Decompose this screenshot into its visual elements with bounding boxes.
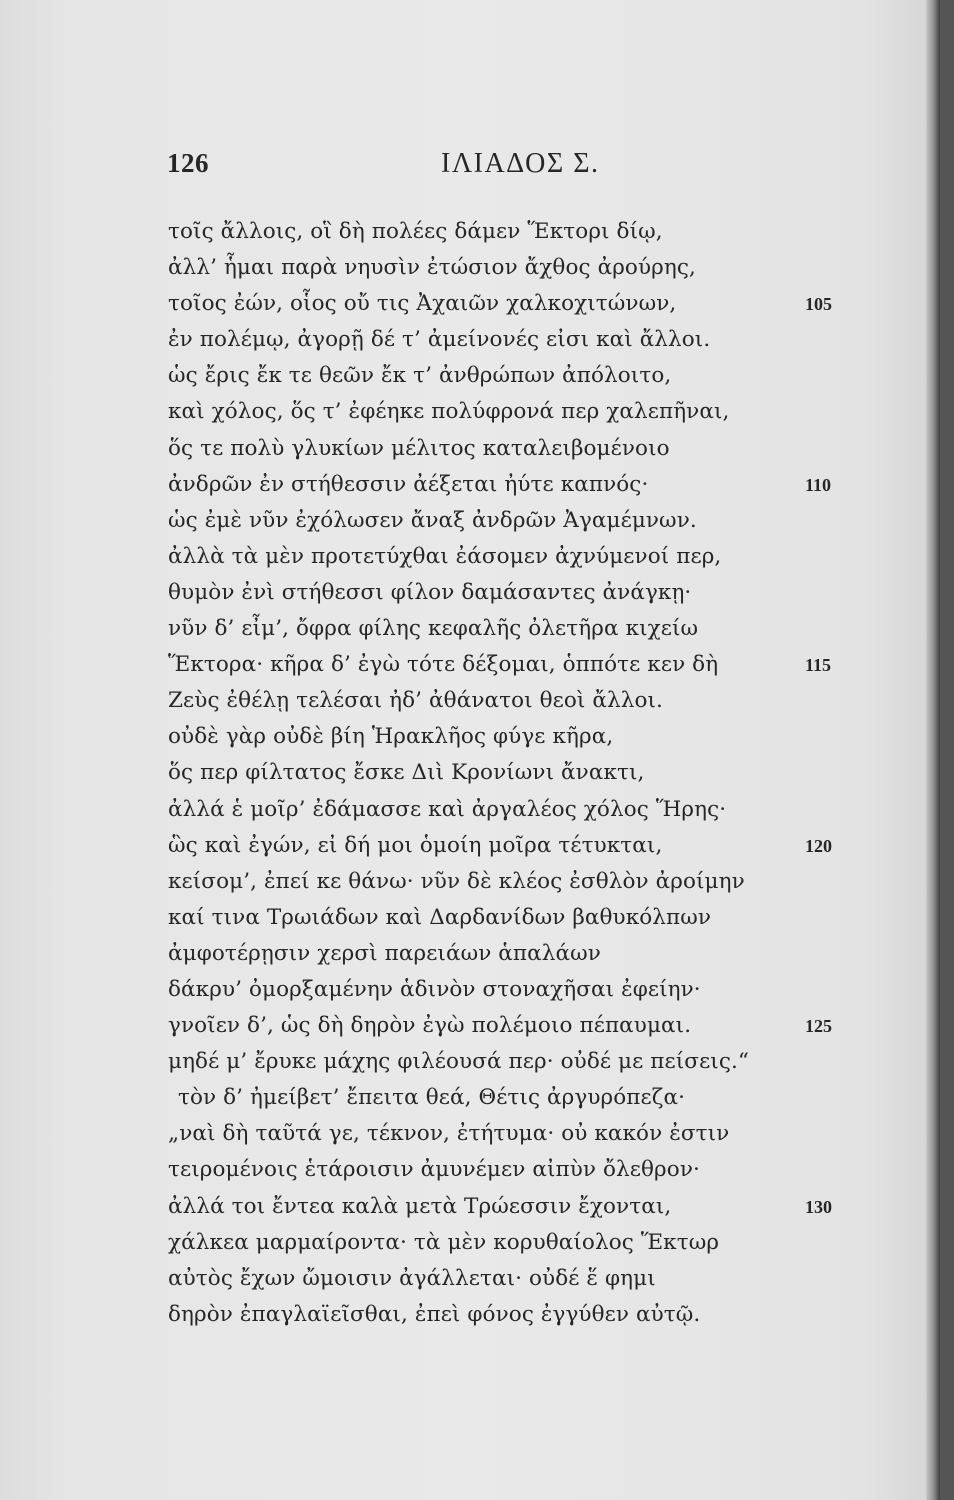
verse-block bbox=[0, 214, 940, 1333]
verse-line bbox=[0, 250, 940, 286]
verse-line bbox=[0, 1080, 940, 1116]
verse-text: „ναὶ δὴ ταῦτά γε, τέκνον, ἐτήτυμα· οὐ κακόν ἐστιν bbox=[168, 1121, 730, 1147]
verse-text: Ἕκτορα· κῆρα δ’ ἐγὼ τότε δέξομαι, ὁππότε κεν δὴ bbox=[168, 652, 719, 678]
verse-text: οὐδὲ γὰρ οὐδὲ βίη Ἡρακλῆος φύγε κῆρα, bbox=[168, 724, 614, 750]
verse-line bbox=[0, 1008, 940, 1044]
verse-line bbox=[0, 1044, 940, 1080]
verse-text: ἀλλὰ τὰ μὲν προτετύχθαι ἐάσομεν ἀχνύμενοί περ, bbox=[168, 543, 722, 569]
verse-line bbox=[0, 394, 940, 430]
verse-text: ἀμφοτέρῃσιν χερσὶ παρειάων ἁπαλάων bbox=[168, 940, 601, 966]
verse-line bbox=[0, 1225, 940, 1261]
verse-text: ὣς καὶ ἐγών, εἰ δή μοι ὁμοίη μοῖρα τέτυκται, bbox=[168, 832, 663, 858]
verse-line bbox=[0, 972, 940, 1008]
verse-line bbox=[0, 503, 940, 539]
verse-line bbox=[0, 647, 940, 683]
verse-text: ὅς τε πολὺ γλυκίων μέλιτος καταλειβομένοιο bbox=[168, 435, 670, 461]
line-number: 110 bbox=[805, 474, 832, 495]
verse-line bbox=[0, 864, 940, 900]
verse-line bbox=[0, 539, 940, 575]
verse-text: ὡς ἔρις ἔκ τε θεῶν ἔκ τ’ ἀνθρώπων ἀπόλοιτο, bbox=[168, 363, 672, 389]
verse-line bbox=[0, 755, 940, 791]
verse-text: ἀλλ’ ἧμαι παρὰ νηυσὶν ἐτώσιον ἄχθος ἀρούρης, bbox=[168, 255, 696, 281]
running-title: ΙΛΙΑΔΟΣ Σ. bbox=[441, 148, 600, 179]
verse-line bbox=[0, 1116, 940, 1152]
verse-line bbox=[0, 1261, 940, 1297]
line-number: 120 bbox=[805, 835, 832, 856]
verse-text: κείσομ’, ἐπεί κε θάνω· νῦν δὲ κλέος ἐσθλὸν ἀροίμην bbox=[168, 868, 745, 894]
verse-text: αὐτὸς ἔχων ὤμοισιν ἀγάλλεται· οὐδέ ἕ φημι bbox=[168, 1265, 656, 1291]
verse-text: ὡς ἐμὲ νῦν ἐχόλωσεν ἄναξ ἀνδρῶν Ἀγαμέμνων. bbox=[168, 507, 697, 533]
verse-line bbox=[0, 214, 940, 250]
verse-line bbox=[0, 792, 940, 828]
verse-text: τοῖς ἄλλοις, οἳ δὴ πολέες δάμεν Ἕκτορι δίῳ, bbox=[168, 219, 663, 244]
verse-text: ἀλλά τοι ἔντεα καλὰ μετὰ Τρώεσσιν ἔχονται, bbox=[168, 1193, 672, 1219]
verse-line bbox=[0, 828, 940, 864]
line-number: 115 bbox=[805, 655, 832, 676]
verse-line bbox=[0, 683, 940, 719]
verse-line bbox=[0, 1297, 940, 1333]
line-number: 130 bbox=[805, 1196, 832, 1217]
verse-text: ἀνδρῶν ἐν στήθεσσιν ἀέξεται ἠύτε καπνός· bbox=[168, 471, 649, 497]
verse-text: ἀλλά ἑ μοῖρ’ ἐδάμασσε καὶ ἀργαλέος χόλος Ἥρης· bbox=[168, 796, 727, 822]
verse-text: μηδέ μ’ ἔρυκε μάχης φιλέουσά περ· οὐδέ με πείσεις.“ bbox=[168, 1049, 750, 1075]
verse-text: γνοῖεν δ’, ὡς δὴ δηρὸν ἐγὼ πολέμοιο πέπαυμαι. bbox=[168, 1013, 692, 1039]
page-number: 126 bbox=[167, 148, 209, 178]
verse-line bbox=[0, 611, 940, 647]
verse-text: Ζεὺς ἐθέλῃ τελέσαι ἠδ’ ἀθάνατοι θεοὶ ἄλλοι. bbox=[168, 688, 663, 714]
verse-line bbox=[0, 575, 940, 611]
verse-line bbox=[0, 1189, 940, 1225]
verse-text: καί τινα Τρωιάδων καὶ Δαρδανίδων βαθυκόλπων bbox=[168, 904, 712, 930]
verse-text: τοῖος ἐών, οἷος οὔ τις Ἀχαιῶν χαλκοχιτώνων, bbox=[168, 291, 677, 317]
verse-line bbox=[0, 431, 940, 467]
verse-text: χάλκεα μαρμαίροντα· τὰ μὲν κορυθαίολος Ἕκτωρ bbox=[168, 1229, 720, 1255]
verse-line bbox=[0, 1152, 940, 1188]
page-header bbox=[0, 144, 940, 184]
line-number: 125 bbox=[805, 1016, 832, 1037]
verse-text: τὸν δ’ ἠμείβετ’ ἔπειτα θεά, Θέτις ἀργυρόπεζα· bbox=[178, 1085, 686, 1111]
verse-line bbox=[0, 322, 940, 358]
verse-text: δάκρυ’ ὀμορξαμένην ἁδινὸν στοναχῆσαι ἐφείην· bbox=[168, 976, 701, 1002]
verse-text: καὶ χόλος, ὅς τ’ ἐφέηκε πολύφρονά περ χαλεπῆναι, bbox=[168, 399, 730, 425]
verse-text: τειρομένοις ἑτάροισιν ἀμυνέμεν αἰπὺν ὄλεθρον· bbox=[168, 1157, 700, 1183]
verse-line bbox=[0, 936, 940, 972]
verse-text: δηρὸν ἐπαγλαϊεῖσθαι, ἐπεὶ φόνος ἐγγύθεν αὐτῷ. bbox=[168, 1301, 701, 1327]
verse-line bbox=[0, 467, 940, 503]
verse-line bbox=[0, 286, 940, 322]
verse-line bbox=[0, 900, 940, 936]
line-number: 105 bbox=[805, 294, 832, 315]
verse-text: νῦν δ’ εἶμ’, ὄφρα φίλης κεφαλῆς ὀλετῆρα κιχείω bbox=[168, 616, 699, 642]
verse-line bbox=[0, 358, 940, 394]
verse-line bbox=[0, 719, 940, 755]
verse-text: θυμὸν ἐνὶ στήθεσσι φίλον δαμάσαντες ἀνάγκῃ· bbox=[168, 579, 692, 605]
verse-text: ἐν πολέμῳ, ἀγορῇ δέ τ’ ἀμείνονές εἰσι καὶ ἄλλοι. bbox=[168, 327, 711, 353]
verse-text: ὅς περ φίλτατος ἔσκε Διὶ Κρονίωνι ἄνακτι, bbox=[168, 760, 645, 786]
